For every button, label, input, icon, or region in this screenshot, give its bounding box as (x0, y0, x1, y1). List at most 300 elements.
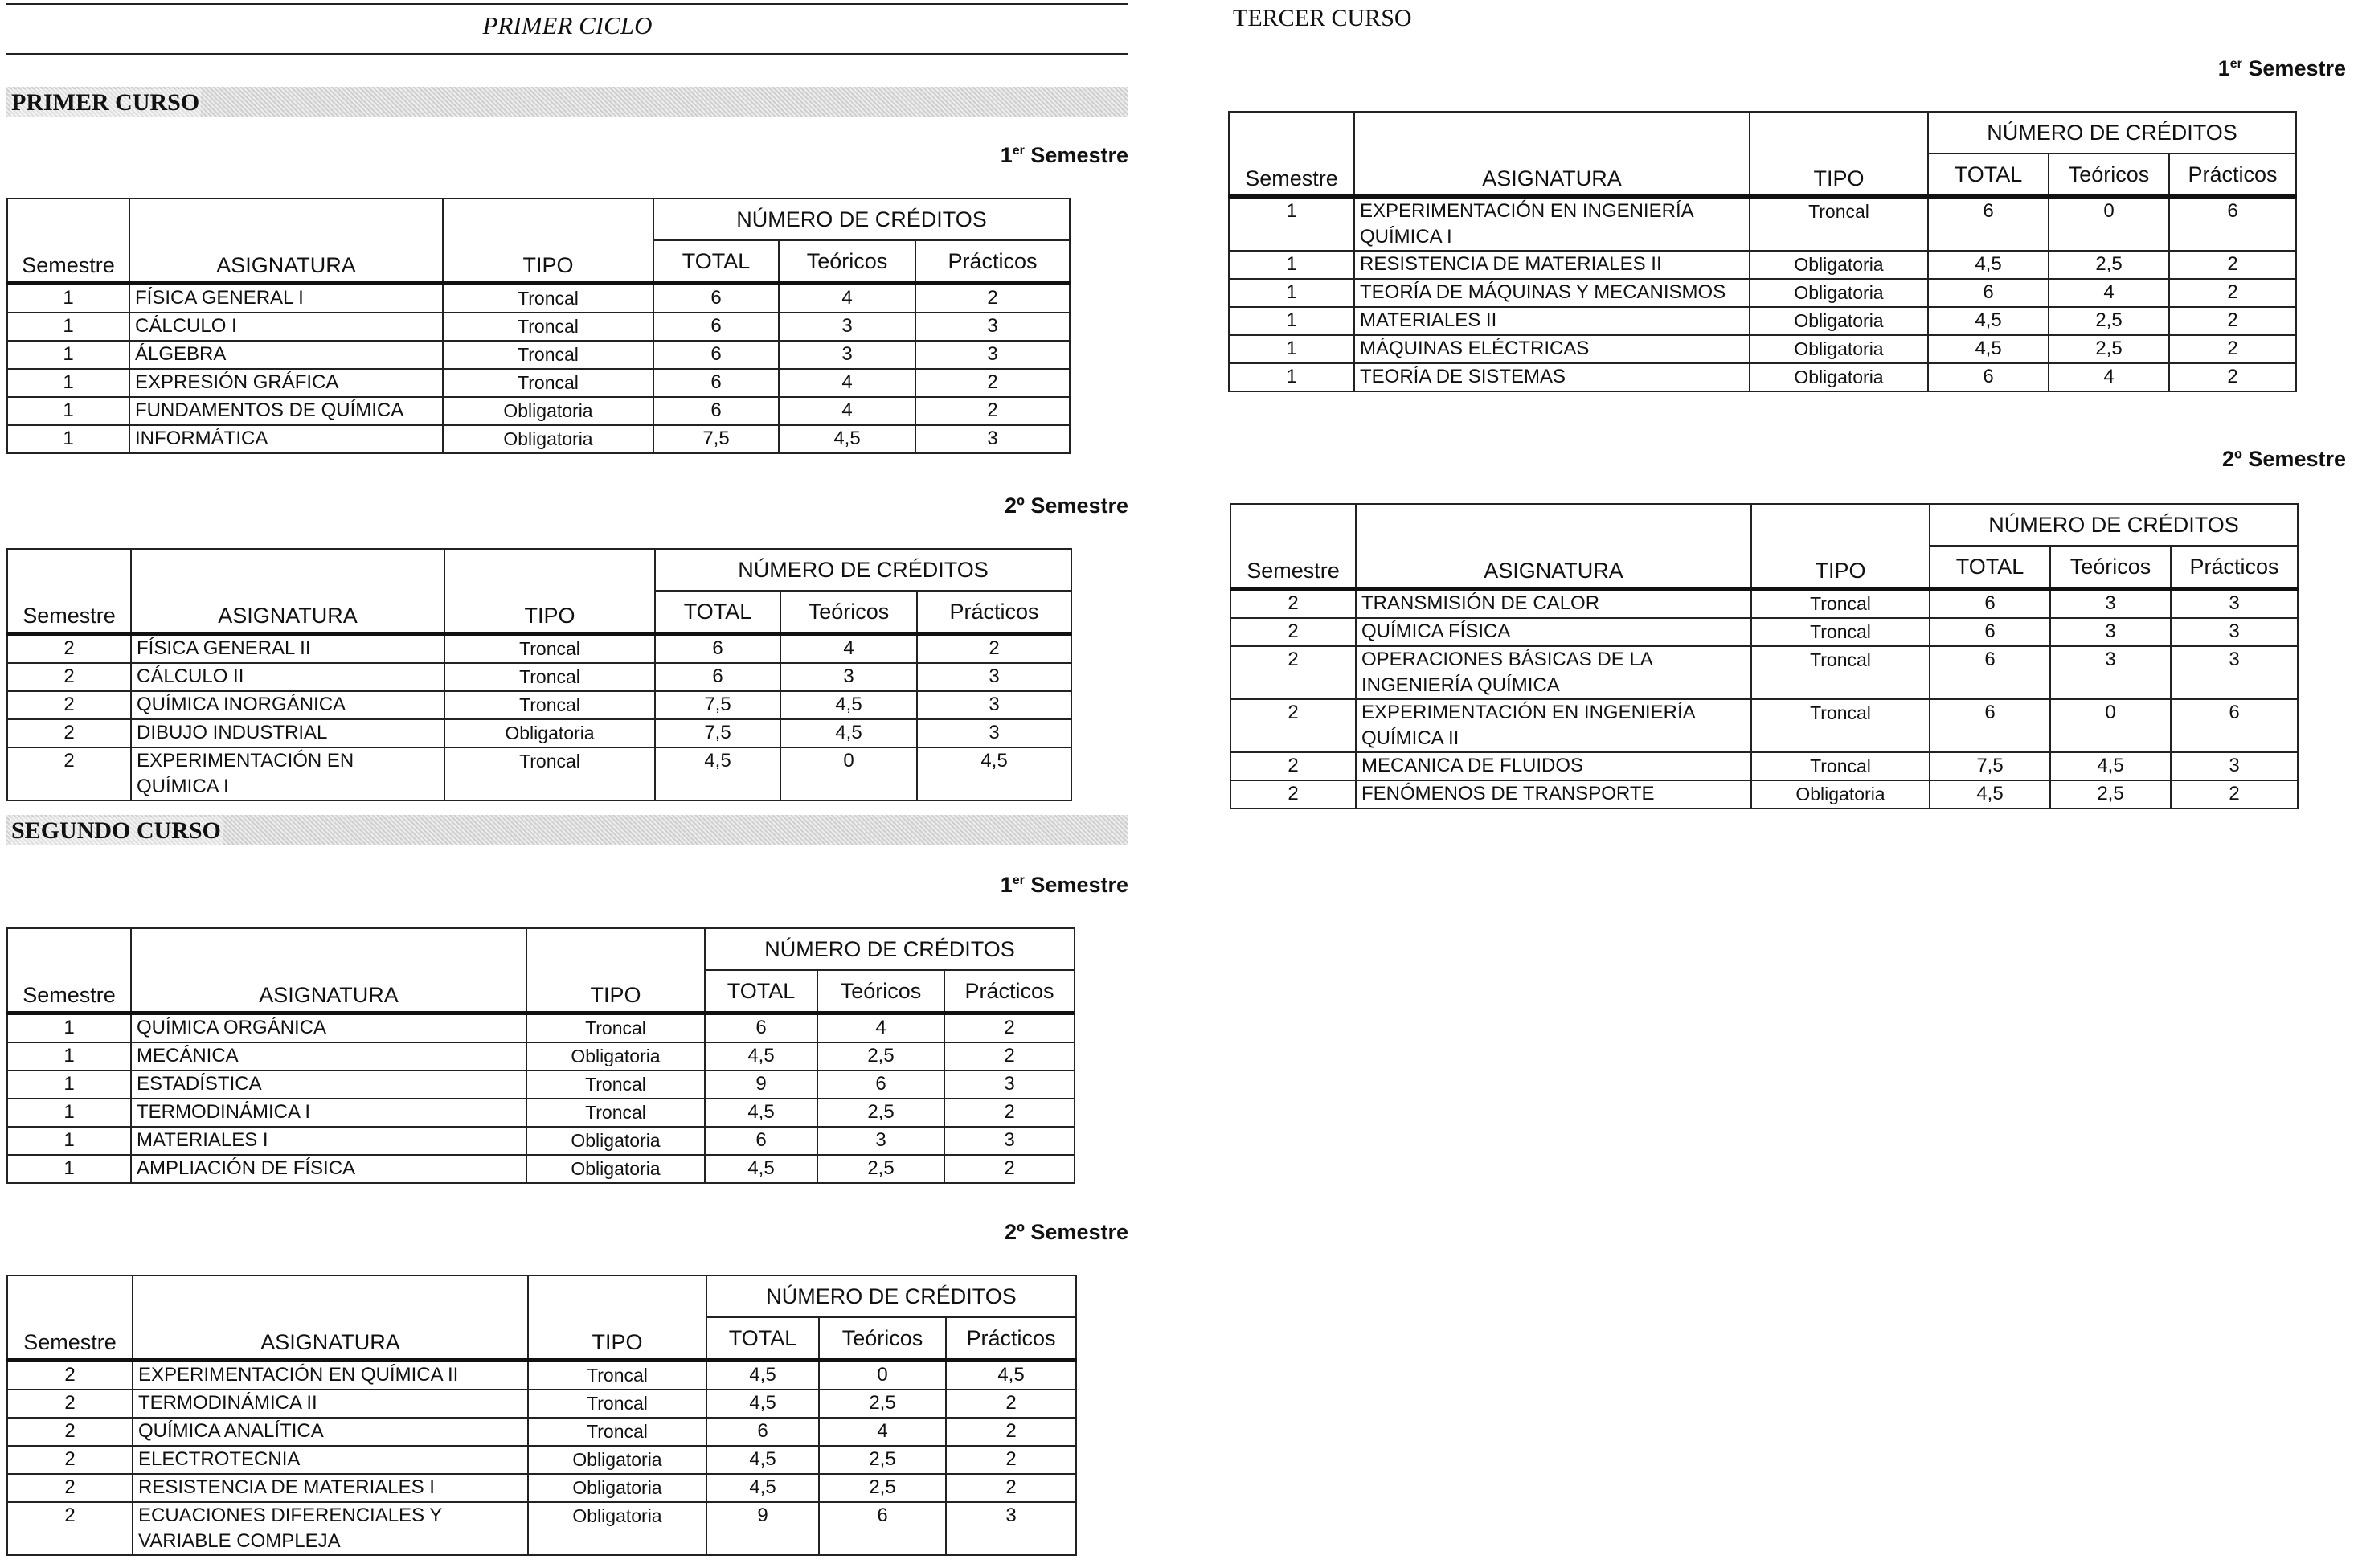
cell-total: 4,5 (706, 1446, 819, 1474)
cell-tipo: Obligatoria (1750, 335, 1928, 363)
header-asignatura: ASIGNATURA (129, 199, 443, 284)
cell-practicos: 2 (944, 1042, 1075, 1071)
cell-semestre: 1 (7, 341, 129, 369)
header-creditos: NÚMERO DE CRÉDITOS (706, 1275, 1076, 1317)
header-teoricos: Teóricos (817, 970, 944, 1013)
cell-teoricos: 4 (779, 397, 915, 425)
header-asignatura: ASIGNATURA (133, 1275, 528, 1361)
cell-total: 7,5 (655, 691, 780, 719)
cell-tipo: Troncal (1751, 699, 1930, 752)
cell-asignatura: INFORMÁTICA (129, 425, 443, 453)
cell-tipo: Obligatoria (1750, 307, 1928, 335)
cell-semestre: 1 (1229, 251, 1354, 279)
cell-total: 6 (653, 397, 779, 425)
cell-teoricos: 4,5 (2050, 752, 2171, 780)
cell-total: 6 (655, 663, 780, 691)
cell-total: 4,5 (705, 1155, 817, 1183)
cell-teoricos: 0 (2050, 699, 2171, 752)
cell-practicos: 2 (2169, 335, 2296, 363)
table-row (7, 1361, 1076, 1390)
course-title: TERCER CURSO (1233, 5, 1412, 31)
table-row (1230, 699, 2298, 752)
cell-semestre: 1 (7, 1155, 131, 1183)
cell-semestre: 2 (7, 691, 131, 719)
table-row (7, 369, 1070, 397)
cell-total: 4,5 (706, 1390, 819, 1418)
cell-practicos: 3 (917, 719, 1071, 747)
table-row (7, 1502, 1076, 1555)
semester-label: 2º Semestre (1005, 493, 1128, 518)
cell-semestre: 1 (7, 1071, 131, 1099)
table-row (1230, 589, 2298, 619)
cell-tipo: Obligatoria (528, 1502, 706, 1555)
cell-practicos: 3 (2171, 589, 2298, 619)
table-row (7, 719, 1071, 747)
cell-total: 6 (706, 1418, 819, 1446)
cell-tipo: Obligatoria (526, 1042, 705, 1071)
cell-practicos: 2 (944, 1099, 1075, 1127)
cell-semestre: 1 (1229, 363, 1354, 391)
table-row (7, 747, 1071, 800)
cell-tipo: Troncal (444, 663, 655, 691)
cell-tipo: Obligatoria (443, 397, 653, 425)
cell-tipo: Troncal (1751, 589, 1930, 619)
cell-total: 4,5 (1928, 251, 2049, 279)
cell-semestre: 2 (7, 719, 131, 747)
cell-practicos: 6 (2171, 699, 2298, 752)
header-tipo: TIPO (444, 549, 655, 634)
cell-asignatura: RESISTENCIA DE MATERIALES II (1354, 251, 1750, 279)
cell-asignatura: MATERIALES II (1354, 307, 1750, 335)
header-total: TOTAL (653, 240, 779, 284)
table-row (1230, 752, 2298, 780)
cell-total: 6 (705, 1013, 817, 1043)
header-practicos: Prácticos (917, 591, 1071, 634)
cell-tipo: Troncal (1751, 752, 1930, 780)
cell-semestre: 1 (1229, 307, 1354, 335)
credits-table (6, 927, 1075, 1184)
header-asignatura: ASIGNATURA (131, 549, 444, 634)
cell-practicos: 2 (2169, 363, 2296, 391)
cell-semestre: 1 (7, 397, 129, 425)
cell-total: 7,5 (1930, 752, 2050, 780)
header-semestre: Semestre (7, 549, 131, 634)
header-creditos: NÚMERO DE CRÉDITOS (655, 549, 1071, 591)
cell-tipo: Troncal (526, 1071, 705, 1099)
credits-table (6, 198, 1071, 454)
cell-asignatura: FENÓMENOS DE TRANSPORTE (1356, 780, 1751, 809)
cell-semestre: 1 (1229, 197, 1354, 252)
header-practicos: Prácticos (2169, 154, 2296, 197)
cell-tipo: Troncal (528, 1361, 706, 1390)
cell-asignatura: MATERIALES I (131, 1127, 526, 1155)
cell-teoricos: 3 (2050, 589, 2171, 619)
cell-tipo: Troncal (444, 691, 655, 719)
cell-practicos: 3 (915, 313, 1070, 341)
cell-total: 4,5 (1928, 307, 2049, 335)
cell-total: 4,5 (706, 1361, 819, 1390)
header-teoricos: Teóricos (779, 240, 915, 284)
cell-total: 6 (1930, 646, 2050, 699)
cell-tipo: Obligatoria (1750, 363, 1928, 391)
credits-table (1230, 503, 2299, 809)
cell-semestre: 2 (7, 1418, 133, 1446)
cell-total: 9 (705, 1071, 817, 1099)
cell-practicos: 2 (946, 1474, 1076, 1502)
cell-asignatura: QUÍMICA INORGÁNICA (131, 691, 444, 719)
cell-practicos: 2 (946, 1390, 1076, 1418)
table-row (1230, 646, 2298, 699)
header-creditos: NÚMERO DE CRÉDITOS (1928, 112, 2296, 154)
cell-asignatura: QUÍMICA ANALÍTICA (133, 1418, 528, 1446)
cell-total: 6 (1928, 279, 2049, 307)
cell-teoricos: 2,5 (819, 1474, 946, 1502)
cell-asignatura: QUÍMICA ORGÁNICA (131, 1013, 526, 1043)
course-title: SEGUNDO CURSO (11, 817, 221, 844)
cell-asignatura: FÍSICA GENERAL II (131, 634, 444, 664)
cell-teoricos: 4 (2049, 279, 2169, 307)
cell-teoricos: 4 (2049, 363, 2169, 391)
header-creditos: NÚMERO DE CRÉDITOS (653, 199, 1070, 240)
cell-total: 6 (655, 634, 780, 664)
header-practicos: Prácticos (915, 240, 1070, 284)
cell-teoricos: 0 (780, 747, 917, 800)
credits-table (1228, 111, 2297, 392)
cell-semestre: 2 (1230, 780, 1356, 809)
cell-teoricos: 3 (2050, 646, 2171, 699)
cell-teoricos: 2,5 (819, 1446, 946, 1474)
header-teoricos: Teóricos (2049, 154, 2169, 197)
cell-practicos: 3 (944, 1071, 1075, 1099)
table-row (7, 1127, 1075, 1155)
cycle-rule (6, 53, 1128, 55)
cell-asignatura: MÁQUINAS ELÉCTRICAS (1354, 335, 1750, 363)
cell-practicos: 3 (946, 1502, 1076, 1555)
cell-practicos: 3 (915, 341, 1070, 369)
header-creditos: NÚMERO DE CRÉDITOS (705, 928, 1075, 970)
table-row (7, 1418, 1076, 1446)
cell-asignatura: CÁLCULO I (129, 313, 443, 341)
table-row (7, 663, 1071, 691)
cell-asignatura: DIBUJO INDUSTRIAL (131, 719, 444, 747)
cell-asignatura: TEORÍA DE MÁQUINAS Y MECANISMOS (1354, 279, 1750, 307)
cell-asignatura: OPERACIONES BÁSICAS DE LA INGENIERÍA QUÍMICA (1356, 646, 1751, 699)
cell-asignatura: ELECTROTECNIA (133, 1446, 528, 1474)
cell-total: 9 (706, 1502, 819, 1555)
cell-asignatura: MECANICA DE FLUIDOS (1356, 752, 1751, 780)
cell-practicos: 3 (944, 1127, 1075, 1155)
cell-teoricos: 2,5 (817, 1042, 944, 1071)
table-row (7, 397, 1070, 425)
header-teoricos: Teóricos (780, 591, 917, 634)
header-practicos: Prácticos (946, 1317, 1076, 1361)
cell-tipo: Troncal (443, 341, 653, 369)
cell-teoricos: 6 (819, 1502, 946, 1555)
cell-semestre: 1 (7, 425, 129, 453)
header-semestre: Semestre (7, 199, 129, 284)
cell-practicos: 2 (915, 397, 1070, 425)
cell-practicos: 3 (2171, 646, 2298, 699)
table-row (7, 341, 1070, 369)
cell-tipo: Troncal (443, 369, 653, 397)
table-row (7, 1013, 1075, 1043)
cell-teoricos: 4 (819, 1418, 946, 1446)
table-row (7, 1474, 1076, 1502)
top-rule (6, 3, 1128, 5)
table-row (7, 425, 1070, 453)
cell-practicos: 3 (917, 691, 1071, 719)
cell-tipo: Troncal (443, 284, 653, 313)
cycle-title: PRIMER CICLO (482, 11, 653, 39)
semester-label: 1er Semestre (1000, 143, 1128, 167)
cell-tipo: Troncal (526, 1099, 705, 1127)
credits-table (6, 548, 1072, 801)
cell-total: 4,5 (655, 747, 780, 800)
cell-tipo: Obligatoria (444, 719, 655, 747)
cell-semestre: 1 (7, 1099, 131, 1127)
cell-total: 6 (653, 284, 779, 313)
cell-tipo: Troncal (1751, 618, 1930, 646)
header-total: TOTAL (1930, 546, 2050, 589)
cell-tipo: Obligatoria (528, 1474, 706, 1502)
cell-asignatura: MECÁNICA (131, 1042, 526, 1071)
cell-tipo: Troncal (1750, 197, 1928, 252)
table-row (7, 1390, 1076, 1418)
cell-semestre: 1 (7, 1127, 131, 1155)
cell-practicos: 2 (2169, 307, 2296, 335)
cell-asignatura: EXPERIMENTACIÓN EN INGENIERÍA QUÍMICA I (1354, 197, 1750, 252)
cell-teoricos: 4,5 (780, 691, 917, 719)
cell-tipo: Troncal (528, 1418, 706, 1446)
cell-semestre: 1 (7, 1013, 131, 1043)
cell-asignatura: TEORÍA DE SISTEMAS (1354, 363, 1750, 391)
cell-practicos: 3 (917, 663, 1071, 691)
header-total: TOTAL (1928, 154, 2049, 197)
table-row (7, 1071, 1075, 1099)
cell-practicos: 6 (2169, 197, 2296, 252)
cell-asignatura: EXPRESIÓN GRÁFICA (129, 369, 443, 397)
table-row (1229, 251, 2296, 279)
cell-asignatura: TERMODINÁMICA I (131, 1099, 526, 1127)
cell-tipo: Troncal (528, 1390, 706, 1418)
cell-total: 6 (653, 341, 779, 369)
cell-tipo: Obligatoria (1750, 251, 1928, 279)
cell-tipo: Obligatoria (528, 1446, 706, 1474)
header-creditos: NÚMERO DE CRÉDITOS (1930, 504, 2298, 546)
cell-asignatura: EXPERIMENTACIÓN EN QUÍMICA II (133, 1361, 528, 1390)
cell-teoricos: 4 (779, 369, 915, 397)
cell-semestre: 2 (1230, 646, 1356, 699)
cell-semestre: 2 (7, 1446, 133, 1474)
cell-semestre: 2 (7, 1361, 133, 1390)
cell-tipo: Troncal (444, 634, 655, 664)
cell-teoricos: 6 (817, 1071, 944, 1099)
cell-teoricos: 2,5 (819, 1390, 946, 1418)
table-row (1229, 363, 2296, 391)
cell-teoricos: 2,5 (817, 1099, 944, 1127)
cell-total: 4,5 (1930, 780, 2050, 809)
cell-asignatura: ESTADÍSTICA (131, 1071, 526, 1099)
cell-practicos: 2 (915, 284, 1070, 313)
table-row (1229, 335, 2296, 363)
table-row (1229, 197, 2296, 252)
table-row (7, 284, 1070, 313)
cell-total: 6 (1930, 618, 2050, 646)
cell-asignatura: ÁLGEBRA (129, 341, 443, 369)
header-asignatura: ASIGNATURA (131, 928, 526, 1013)
cell-total: 4,5 (705, 1099, 817, 1127)
cell-practicos: 2 (2171, 780, 2298, 809)
cell-teoricos: 4,5 (779, 425, 915, 453)
cell-practicos: 2 (946, 1446, 1076, 1474)
cell-practicos: 2 (946, 1418, 1076, 1446)
table-row (1229, 279, 2296, 307)
cell-tipo: Obligatoria (1751, 780, 1930, 809)
cell-semestre: 2 (7, 1390, 133, 1418)
cell-asignatura: FUNDAMENTOS DE QUÍMICA (129, 397, 443, 425)
cell-teoricos: 4 (817, 1013, 944, 1043)
course-band-segundo (6, 815, 1128, 845)
cell-teoricos: 3 (817, 1127, 944, 1155)
cell-total: 6 (653, 369, 779, 397)
cell-semestre: 2 (7, 663, 131, 691)
header-semestre: Semestre (7, 928, 131, 1013)
cell-tipo: Troncal (443, 313, 653, 341)
cell-asignatura: TERMODINÁMICA II (133, 1390, 528, 1418)
cell-semestre: 1 (1229, 335, 1354, 363)
header-teoricos: Teóricos (819, 1317, 946, 1361)
header-semestre: Semestre (1229, 112, 1354, 197)
cell-asignatura: CÁLCULO II (131, 663, 444, 691)
header-total: TOTAL (706, 1317, 819, 1361)
cell-semestre: 2 (7, 1474, 133, 1502)
cell-practicos: 3 (2171, 752, 2298, 780)
table-row (7, 634, 1071, 664)
cell-semestre: 1 (7, 1042, 131, 1071)
header-teoricos: Teóricos (2050, 546, 2171, 589)
cell-total: 4,5 (705, 1042, 817, 1071)
cell-total: 6 (1930, 589, 2050, 619)
cell-practicos: 3 (915, 425, 1070, 453)
cell-tipo: Obligatoria (1750, 279, 1928, 307)
cell-teoricos: 2,5 (2049, 307, 2169, 335)
table-row (7, 1446, 1076, 1474)
cell-teoricos: 0 (819, 1361, 946, 1390)
table-row (7, 313, 1070, 341)
table-row (1230, 780, 2298, 809)
header-practicos: Prácticos (944, 970, 1075, 1013)
semester-label: 2º Semestre (2222, 447, 2346, 471)
cell-practicos: 4,5 (917, 747, 1071, 800)
credits-table (6, 1275, 1077, 1556)
header-asignatura: ASIGNATURA (1354, 112, 1750, 197)
header-practicos: Prácticos (2171, 546, 2298, 589)
semester-label: 1er Semestre (2217, 56, 2346, 80)
header-total: TOTAL (655, 591, 780, 634)
cell-asignatura: QUÍMICA FÍSICA (1356, 618, 1751, 646)
cell-tipo: Troncal (1751, 646, 1930, 699)
table-row (7, 1099, 1075, 1127)
course-title: PRIMER CURSO (11, 89, 200, 116)
table-row (7, 1042, 1075, 1071)
cell-total: 6 (653, 313, 779, 341)
cell-total: 7,5 (653, 425, 779, 453)
cell-teoricos: 3 (780, 663, 917, 691)
cell-semestre: 2 (7, 634, 131, 664)
cell-total: 6 (705, 1127, 817, 1155)
cell-total: 6 (1928, 197, 2049, 252)
cell-tipo: Obligatoria (443, 425, 653, 453)
cell-teoricos: 2,5 (2049, 251, 2169, 279)
cell-tipo: Troncal (444, 747, 655, 800)
cell-tipo: Obligatoria (526, 1127, 705, 1155)
semester-label: 1er Semestre (1000, 873, 1128, 897)
cell-tipo: Troncal (526, 1013, 705, 1043)
table-row (1230, 618, 2298, 646)
cell-semestre: 1 (7, 284, 129, 313)
cell-teoricos: 3 (779, 341, 915, 369)
cell-practicos: 2 (915, 369, 1070, 397)
cell-semestre: 1 (1229, 279, 1354, 307)
cell-teoricos: 2,5 (2050, 780, 2171, 809)
cell-semestre: 2 (1230, 752, 1356, 780)
cell-practicos: 2 (2169, 251, 2296, 279)
cell-teoricos: 2,5 (817, 1155, 944, 1183)
course-band-primer (6, 87, 1128, 117)
cell-practicos: 2 (917, 634, 1071, 664)
cell-semestre: 1 (7, 313, 129, 341)
header-tipo: TIPO (526, 928, 705, 1013)
cell-asignatura: EXPERIMENTACIÓN EN QUÍMICA I (131, 747, 444, 800)
table-row (1229, 307, 2296, 335)
cell-asignatura: FÍSICA GENERAL I (129, 284, 443, 313)
cell-practicos: 3 (2171, 618, 2298, 646)
header-semestre: Semestre (7, 1275, 133, 1361)
header-tipo: TIPO (443, 199, 653, 284)
cell-teoricos: 4,5 (780, 719, 917, 747)
cell-teoricos: 3 (779, 313, 915, 341)
cell-practicos: 2 (944, 1013, 1075, 1043)
header-total: TOTAL (705, 970, 817, 1013)
cell-semestre: 2 (1230, 699, 1356, 752)
table-row (7, 1155, 1075, 1183)
cell-teoricos: 4 (779, 284, 915, 313)
cell-asignatura: AMPLIACIÓN DE FÍSICA (131, 1155, 526, 1183)
cell-asignatura: ECUACIONES DIFERENCIALES Y VARIABLE COMPLEJA (133, 1502, 528, 1555)
cell-total: 7,5 (655, 719, 780, 747)
cell-total: 4,5 (1928, 335, 2049, 363)
cell-semestre: 2 (7, 747, 131, 800)
header-tipo: TIPO (1750, 112, 1928, 197)
cell-asignatura: TRANSMISIÓN DE CALOR (1356, 589, 1751, 619)
cell-teoricos: 4 (780, 634, 917, 664)
cell-teoricos: 2,5 (2049, 335, 2169, 363)
cell-semestre: 1 (7, 369, 129, 397)
header-tipo: TIPO (1751, 504, 1930, 589)
cell-teoricos: 0 (2049, 197, 2169, 252)
cell-asignatura: EXPERIMENTACIÓN EN INGENIERÍA QUÍMICA II (1356, 699, 1751, 752)
cell-total: 6 (1928, 363, 2049, 391)
cell-semestre: 2 (1230, 618, 1356, 646)
cell-practicos: 2 (2169, 279, 2296, 307)
header-tipo: TIPO (528, 1275, 706, 1361)
cell-asignatura: RESISTENCIA DE MATERIALES I (133, 1474, 528, 1502)
cell-semestre: 2 (7, 1502, 133, 1555)
cell-practicos: 2 (944, 1155, 1075, 1183)
cell-semestre: 2 (1230, 589, 1356, 619)
header-semestre: Semestre (1230, 504, 1356, 589)
cell-practicos: 4,5 (946, 1361, 1076, 1390)
